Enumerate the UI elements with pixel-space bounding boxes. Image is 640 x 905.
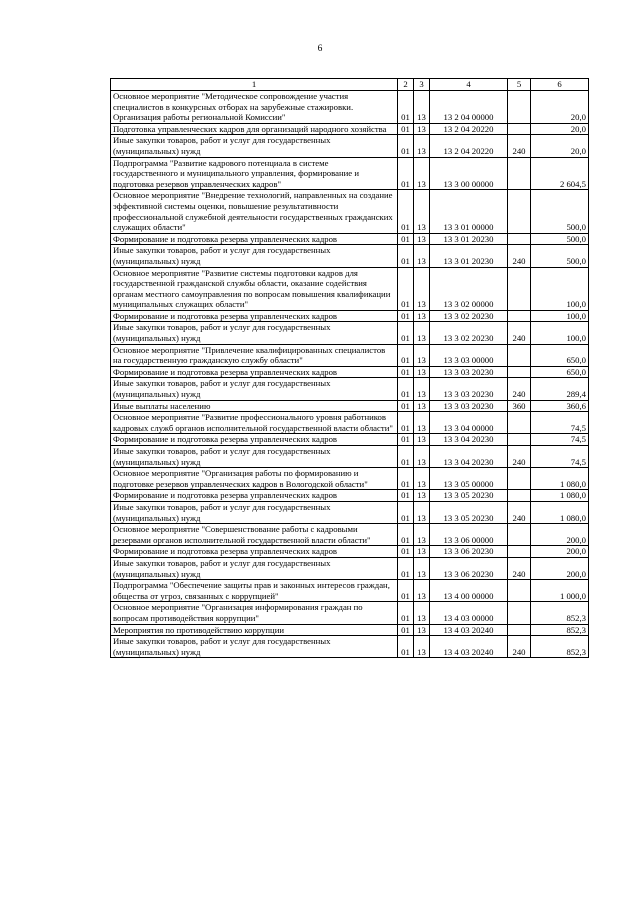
- row-amount-cell: 200,0: [531, 557, 589, 579]
- row-target-code-cell: 13 3 02 00000: [430, 267, 508, 310]
- row-subsection-cell: 13: [414, 468, 430, 490]
- row-expense-type-cell: [508, 190, 531, 233]
- table-row: [111, 434, 589, 446]
- row-section-cell: 01: [398, 636, 414, 658]
- row-amount-cell: 500,0: [531, 190, 589, 233]
- row-name-cell: Иные закупки товаров, работ и услуг для государственных (муниципальных) нужд: [111, 378, 398, 400]
- row-name-cell: Формирование и подготовка резерва управленческих кадров: [111, 434, 398, 446]
- table-row: [111, 546, 589, 558]
- row-expense-type-cell: [508, 267, 531, 310]
- row-expense-type-cell: [508, 434, 531, 446]
- row-target-code-cell: 13 2 04 00000: [430, 91, 508, 124]
- row-amount-cell: 1 000,0: [531, 580, 589, 602]
- row-subsection-cell: 13: [414, 412, 430, 434]
- row-target-code-cell: 13 3 03 20230: [430, 400, 508, 412]
- row-section-cell: 01: [398, 602, 414, 624]
- table-row: [111, 624, 589, 636]
- row-amount-cell: 100,0: [531, 322, 589, 344]
- row-target-code-cell: 13 3 04 00000: [430, 412, 508, 434]
- row-subsection-cell: 13: [414, 624, 430, 636]
- row-subsection-cell: 13: [414, 378, 430, 400]
- row-target-code-cell: 13 3 00 00000: [430, 157, 508, 190]
- row-expense-type-cell: [508, 490, 531, 502]
- row-section-cell: 01: [398, 245, 414, 267]
- row-amount-cell: 852,3: [531, 602, 589, 624]
- row-section-cell: 01: [398, 412, 414, 434]
- row-subsection-cell: 13: [414, 245, 430, 267]
- row-name-cell: Иные закупки товаров, работ и услуг для государственных (муниципальных) нужд: [111, 245, 398, 267]
- row-subsection-cell: 13: [414, 366, 430, 378]
- row-target-code-cell: 13 3 01 20230: [430, 233, 508, 245]
- row-subsection-cell: 13: [414, 310, 430, 322]
- table-row: [111, 366, 589, 378]
- row-subsection-cell: 13: [414, 91, 430, 124]
- row-expense-type-cell: [508, 366, 531, 378]
- row-target-code-cell: 13 3 05 20230: [430, 501, 508, 523]
- row-amount-cell: 74,5: [531, 434, 589, 446]
- row-name-cell: Формирование и подготовка резерва управленческих кадров: [111, 366, 398, 378]
- row-section-cell: 01: [398, 434, 414, 446]
- row-name-cell: Основное мероприятие "Организация информирования граждан по вопросам противодействия коррупции": [111, 602, 398, 624]
- row-amount-cell: 100,0: [531, 310, 589, 322]
- column-header: 4: [430, 79, 508, 91]
- row-target-code-cell: 13 2 04 20220: [430, 135, 508, 157]
- row-target-code-cell: 13 3 05 20230: [430, 490, 508, 502]
- row-expense-type-cell: [508, 580, 531, 602]
- row-section-cell: 01: [398, 546, 414, 558]
- row-target-code-cell: 13 3 01 20230: [430, 245, 508, 267]
- row-subsection-cell: 13: [414, 123, 430, 135]
- row-expense-type-cell: 240: [508, 135, 531, 157]
- row-expense-type-cell: [508, 412, 531, 434]
- row-subsection-cell: 13: [414, 446, 430, 468]
- table-row: [111, 446, 589, 468]
- table-row: [111, 378, 589, 400]
- row-section-cell: 01: [398, 557, 414, 579]
- row-amount-cell: 289,4: [531, 378, 589, 400]
- row-expense-type-cell: [508, 233, 531, 245]
- table-header-row: [111, 79, 589, 91]
- row-amount-cell: 200,0: [531, 524, 589, 546]
- table-row: [111, 580, 589, 602]
- row-target-code-cell: 13 3 04 20230: [430, 446, 508, 468]
- row-name-cell: Формирование и подготовка резерва управленческих кадров: [111, 233, 398, 245]
- row-amount-cell: 500,0: [531, 233, 589, 245]
- row-section-cell: 01: [398, 344, 414, 366]
- row-target-code-cell: 13 3 06 20230: [430, 546, 508, 558]
- table-row: [111, 468, 589, 490]
- table-row: [111, 190, 589, 233]
- row-target-code-cell: 13 3 02 20230: [430, 322, 508, 344]
- row-expense-type-cell: 240: [508, 245, 531, 267]
- row-amount-cell: 650,0: [531, 366, 589, 378]
- row-expense-type-cell: [508, 546, 531, 558]
- row-target-code-cell: 13 2 04 20220: [430, 123, 508, 135]
- row-amount-cell: 650,0: [531, 344, 589, 366]
- row-expense-type-cell: [508, 157, 531, 190]
- row-expense-type-cell: [508, 344, 531, 366]
- row-section-cell: 01: [398, 490, 414, 502]
- row-target-code-cell: 13 3 03 20230: [430, 366, 508, 378]
- table-row: [111, 135, 589, 157]
- row-name-cell: Иные закупки товаров, работ и услуг для государственных (муниципальных) нужд: [111, 135, 398, 157]
- row-amount-cell: 1 080,0: [531, 490, 589, 502]
- row-subsection-cell: 13: [414, 400, 430, 412]
- row-name-cell: Основное мероприятие "Совершенствование работы с кадровыми резервами органов исполнительной государственной власти области": [111, 524, 398, 546]
- table-row: [111, 400, 589, 412]
- row-target-code-cell: 13 3 03 20230: [430, 378, 508, 400]
- table-row: [111, 267, 589, 310]
- row-amount-cell: 74,5: [531, 446, 589, 468]
- table-row: [111, 245, 589, 267]
- row-subsection-cell: 13: [414, 190, 430, 233]
- budget-table: [110, 78, 589, 658]
- row-amount-cell: 852,3: [531, 624, 589, 636]
- row-section-cell: 01: [398, 501, 414, 523]
- row-name-cell: Основное мероприятие "Развитие системы подготовки кадров для государственной гражданской службы области, оказание содействия органам местного самоуправления по вопросам повышения квалификации муниципальных служащих области": [111, 267, 398, 310]
- row-name-cell: Иные закупки товаров, работ и услуг для государственных (муниципальных) нужд: [111, 501, 398, 523]
- row-expense-type-cell: 240: [508, 501, 531, 523]
- column-header: 5: [508, 79, 531, 91]
- row-name-cell: Формирование и подготовка резерва управленческих кадров: [111, 546, 398, 558]
- row-amount-cell: 20,0: [531, 91, 589, 124]
- row-section-cell: 01: [398, 267, 414, 310]
- row-section-cell: 01: [398, 190, 414, 233]
- row-section-cell: 01: [398, 378, 414, 400]
- row-subsection-cell: 13: [414, 490, 430, 502]
- row-target-code-cell: 13 3 04 20230: [430, 434, 508, 446]
- column-header: 3: [414, 79, 430, 91]
- row-subsection-cell: 13: [414, 580, 430, 602]
- row-amount-cell: 1 080,0: [531, 468, 589, 490]
- row-section-cell: 01: [398, 446, 414, 468]
- row-section-cell: 01: [398, 624, 414, 636]
- row-subsection-cell: 13: [414, 636, 430, 658]
- row-subsection-cell: 13: [414, 322, 430, 344]
- table-row: [111, 123, 589, 135]
- row-name-cell: Основное мероприятие "Развитие профессионального уровня работников кадровых служб органов исполнительной государственной власти области": [111, 412, 398, 434]
- row-expense-type-cell: [508, 123, 531, 135]
- row-target-code-cell: 13 3 06 00000: [430, 524, 508, 546]
- row-target-code-cell: 13 3 03 00000: [430, 344, 508, 366]
- row-name-cell: Формирование и подготовка резерва управленческих кадров: [111, 490, 398, 502]
- table-row: [111, 157, 589, 190]
- row-expense-type-cell: [508, 310, 531, 322]
- row-section-cell: 01: [398, 366, 414, 378]
- table-row: [111, 524, 589, 546]
- row-name-cell: Подготовка управленческих кадров для организаций народного хозяйства: [111, 123, 398, 135]
- row-name-cell: Основное мероприятие "Внедрение технологий, направленных на создание эффективной системы оценки, повышение результативности профессиональной служебной деятельности государственных гражданских служащих области": [111, 190, 398, 233]
- row-section-cell: 01: [398, 524, 414, 546]
- table-row: [111, 310, 589, 322]
- row-expense-type-cell: 240: [508, 636, 531, 658]
- row-target-code-cell: 13 3 01 00000: [430, 190, 508, 233]
- row-target-code-cell: 13 4 03 20240: [430, 636, 508, 658]
- row-subsection-cell: 13: [414, 524, 430, 546]
- row-name-cell: Подпрограмма "Развитие кадрового потенциала в системе государственного и муниципального управления, формирование и подготовка резервов управленческих кадров": [111, 157, 398, 190]
- row-subsection-cell: 13: [414, 501, 430, 523]
- column-header: 2: [398, 79, 414, 91]
- row-amount-cell: 1 080,0: [531, 501, 589, 523]
- row-subsection-cell: 13: [414, 157, 430, 190]
- row-amount-cell: 360,6: [531, 400, 589, 412]
- table-row: [111, 344, 589, 366]
- row-name-cell: Основное мероприятие "Организация работы по формированию и подготовке резервов управленческих кадров в Вологодской области": [111, 468, 398, 490]
- row-name-cell: Основное мероприятие "Привлечение квалифицированных специалистов на государственную гражданскую службу области": [111, 344, 398, 366]
- row-amount-cell: 200,0: [531, 546, 589, 558]
- row-expense-type-cell: 240: [508, 557, 531, 579]
- row-expense-type-cell: 360: [508, 400, 531, 412]
- table-row: [111, 557, 589, 579]
- row-target-code-cell: 13 4 03 00000: [430, 602, 508, 624]
- row-expense-type-cell: [508, 468, 531, 490]
- row-section-cell: 01: [398, 322, 414, 344]
- row-subsection-cell: 13: [414, 135, 430, 157]
- row-name-cell: Мероприятия по противодействию коррупции: [111, 624, 398, 636]
- row-target-code-cell: 13 3 02 20230: [430, 310, 508, 322]
- row-subsection-cell: 13: [414, 267, 430, 310]
- row-target-code-cell: 13 4 00 00000: [430, 580, 508, 602]
- row-section-cell: 01: [398, 91, 414, 124]
- row-amount-cell: 500,0: [531, 245, 589, 267]
- table-row: [111, 322, 589, 344]
- row-amount-cell: 100,0: [531, 267, 589, 310]
- page-number: 6: [317, 44, 323, 54]
- row-expense-type-cell: [508, 624, 531, 636]
- table-row: [111, 233, 589, 245]
- row-subsection-cell: 13: [414, 546, 430, 558]
- row-section-cell: 01: [398, 400, 414, 412]
- table-row: [111, 602, 589, 624]
- row-target-code-cell: 13 3 06 20230: [430, 557, 508, 579]
- row-name-cell: Иные закупки товаров, работ и услуг для государственных (муниципальных) нужд: [111, 322, 398, 344]
- table-row: [111, 91, 589, 124]
- row-expense-type-cell: 240: [508, 378, 531, 400]
- row-section-cell: 01: [398, 468, 414, 490]
- row-expense-type-cell: [508, 91, 531, 124]
- row-expense-type-cell: [508, 602, 531, 624]
- row-amount-cell: 74,5: [531, 412, 589, 434]
- row-expense-type-cell: 240: [508, 446, 531, 468]
- table-row: [111, 636, 589, 658]
- row-name-cell: Подпрограмма "Обеспечение защиты прав и законных интересов граждан, общества от угроз, связанных с коррупцией": [111, 580, 398, 602]
- row-subsection-cell: 13: [414, 233, 430, 245]
- row-name-cell: Иные закупки товаров, работ и услуг для государственных (муниципальных) нужд: [111, 557, 398, 579]
- table-row: [111, 412, 589, 434]
- column-header: 6: [531, 79, 589, 91]
- row-amount-cell: 20,0: [531, 123, 589, 135]
- row-subsection-cell: 13: [414, 557, 430, 579]
- row-name-cell: Иные закупки товаров, работ и услуг для государственных (муниципальных) нужд: [111, 446, 398, 468]
- row-section-cell: 01: [398, 233, 414, 245]
- row-amount-cell: 20,0: [531, 135, 589, 157]
- row-section-cell: 01: [398, 580, 414, 602]
- row-subsection-cell: 13: [414, 434, 430, 446]
- row-amount-cell: 2 604,5: [531, 157, 589, 190]
- row-expense-type-cell: 240: [508, 322, 531, 344]
- row-name-cell: Иные закупки товаров, работ и услуг для государственных (муниципальных) нужд: [111, 636, 398, 658]
- row-name-cell: Формирование и подготовка резерва управленческих кадров: [111, 310, 398, 322]
- row-section-cell: 01: [398, 310, 414, 322]
- column-header: 1: [111, 79, 398, 91]
- row-name-cell: Иные выплаты населению: [111, 400, 398, 412]
- row-amount-cell: 852,3: [531, 636, 589, 658]
- row-target-code-cell: 13 3 05 00000: [430, 468, 508, 490]
- row-expense-type-cell: [508, 524, 531, 546]
- row-section-cell: 01: [398, 135, 414, 157]
- row-section-cell: 01: [398, 123, 414, 135]
- row-name-cell: Основное мероприятие "Методическое сопровождение участия специалистов в конкурсных отборах на зарубежные стажировки. Организация работы региональной Комиссии": [111, 91, 398, 124]
- row-target-code-cell: 13 4 03 20240: [430, 624, 508, 636]
- row-section-cell: 01: [398, 157, 414, 190]
- row-subsection-cell: 13: [414, 602, 430, 624]
- table-row: [111, 501, 589, 523]
- table-row: [111, 490, 589, 502]
- row-subsection-cell: 13: [414, 344, 430, 366]
